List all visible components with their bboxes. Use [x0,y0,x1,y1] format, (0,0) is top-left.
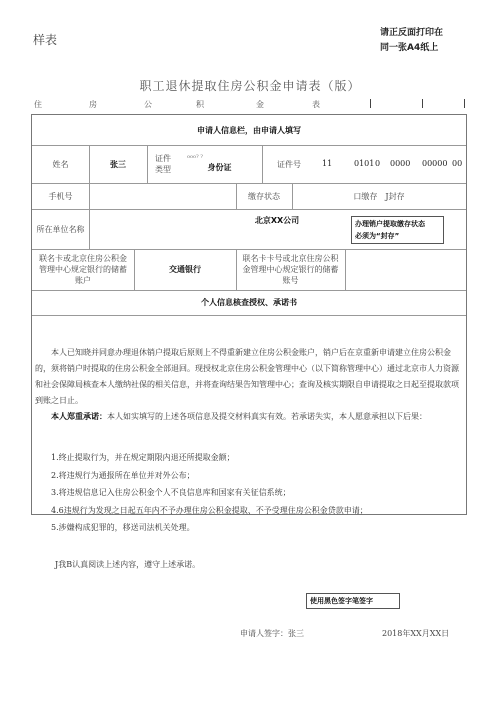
authorization-paragraph: 本人已知晓并同意办理退休销户提取后原则上不得重新建立住房公积金账户，销户后在京重新申请建立住房公积金的，须将销户时提取的住房公积金全部退回。现授权北京住房公积金管理中心（以下简称管理中心）通过北京市人力资源和社会保障局核查本人缴纳社保的相关信息，并将查询结果告知管理中心；查询及核实期限自申请提取之日起至提取款项到账之日止。 [35,348,459,405]
print-note [380,26,443,56]
phone-field[interactable] [89,183,236,209]
header-char: 房 [89,100,97,109]
consequence-item: 4.6违规行为发现之日起五年内不予办理住房公积金提取、不予受理住房公积金贷款申请； [51,505,368,515]
card-label-line: 联名卡卡号或北京住房公积 [242,254,339,263]
id-type-label-line: 证件 [155,154,171,163]
header-divider [370,99,371,108]
card-number-field[interactable] [345,249,466,290]
section-authorization: 个人信息核查授权、承诺书 [201,298,297,307]
id-type-field[interactable]: 身份证 [207,162,232,172]
header-char: 公 [144,100,152,109]
print-note-line: 同一张A4纸上 [380,43,439,53]
header-row [34,99,466,111]
bank-account-label [32,249,134,290]
header-divider [422,99,423,108]
consequence-item: 3.将违规信息记入住房公积金个人不良信息库和国家有关征信系统； [51,488,291,497]
employer-note-line: 必须为“封存” [355,232,400,240]
consequence-item: 1.终止提取行为，并在规定期限内退还所提取金额； [51,453,235,462]
header-char: 金 [256,100,264,109]
header-char: 积 [196,100,204,109]
card-label-line: 账号 [282,276,299,285]
header-divider [464,99,465,108]
id-type-label-line: 类型 [155,165,171,174]
commitment-paragraph [35,409,459,425]
id-number-part[interactable]: 0101 [354,159,375,168]
print-note-line: 请正反面打印在 [380,28,444,38]
applicant-signature[interactable]: 申请人签字：张三 [240,629,304,638]
consequence-item: 5.涉嫌构成犯罪的，移送司法机关处理。 [51,523,195,532]
bank-label-line: 联名卡或北京住房公积金 [39,254,127,263]
employer-field[interactable]: 北京XX公司 [254,215,300,225]
employer-note [351,216,444,244]
bank-field[interactable]: 交通银行 [169,265,201,274]
sample-label: 样表 [33,33,58,47]
form-title: 职工退休提取住房公积金申请表（版） [139,79,361,93]
id-type-small-text: ooo? ? [187,154,203,160]
id-number-label: 证件号 [277,159,301,169]
section-applicant-info: 申请人信息栏，由申请人填写 [197,125,301,135]
employer-note-line: 办理销户提取缴存状态 [355,220,425,228]
signature-note: 使用黑色签字笔签字 [306,593,400,609]
card-label-line: 金管理中心规定银行的储蓄 [242,265,339,274]
name-label: 姓名 [52,159,69,169]
header-char: 表 [312,100,320,109]
commitment-text: 本人如实填写的上述各项信息及提交材料真实有效。若承诺失实，本人愿意承担以下后果： [107,412,427,421]
card-number-label [236,249,345,290]
id-number-part[interactable]: 0 [375,159,381,168]
employer-label: 所在单位名称 [36,224,85,234]
deposit-status-label: 缴存状态 [248,191,280,201]
consequence-item: 2.将违规行为通报所在单位并对外公布； [51,470,195,480]
id-number-part[interactable]: 00000 [422,159,448,168]
header-char: 住 [34,100,42,109]
sign-date[interactable]: 2018年XX月XX日 [382,629,450,638]
id-number-part[interactable]: 00 [452,159,463,168]
application-form [31,114,467,569]
name-field[interactable]: 张三 [110,159,126,169]
id-number-part[interactable]: 0000 [390,159,411,168]
bank-label-line: 管理中心规定银行的储蓄 [39,265,127,274]
deposit-status-options[interactable]: 口缴存 J封存 [353,191,405,201]
commitment-label: 本人郑重承诺： [51,412,107,421]
consequence-list [51,449,461,537]
phone-label: 手机号 [48,191,73,201]
id-number-part[interactable]: 11 [322,159,333,168]
id-type-label [149,148,177,180]
closing-statement: J我B认真阅读上述内容，遵守上述承诺。 [55,560,201,569]
bank-label-line: 账户 [75,276,91,285]
